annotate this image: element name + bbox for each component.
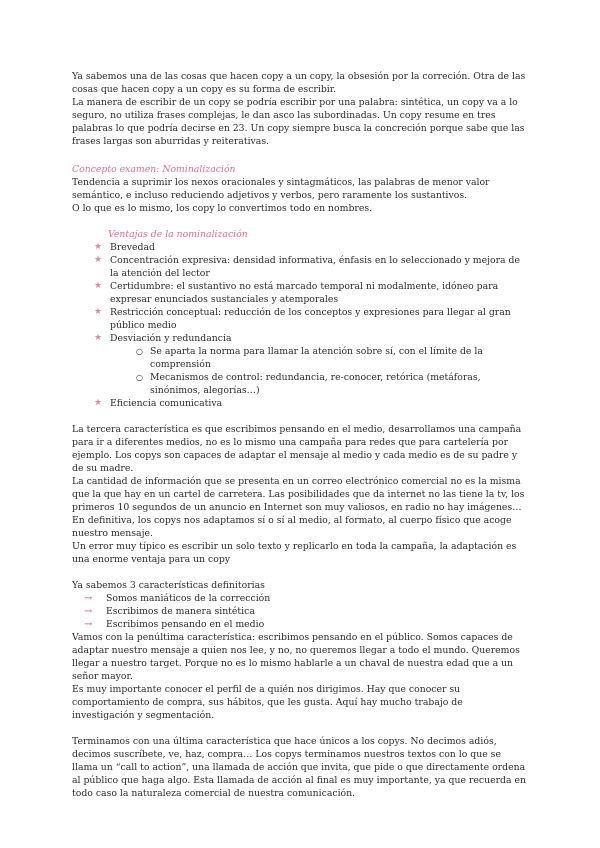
tercera-paragraph-3: En definitiva, los copys nos adaptamos sí o sí al medio, al formato, al cuerpo físico que acoge nuestro mensaje. [72, 515, 512, 539]
tercera-paragraph-4: Un error muy típico es escribir un solo texto y replicarlo en toda la campaña, la adaptación es una enorme ventaja para un copy [72, 541, 517, 565]
list-item: → Escribimos de manera sintética [84, 605, 528, 618]
list-item: → Somos maniáticos de la corrección [84, 592, 528, 605]
list-item: → Escribimos pensando en el medio [84, 618, 528, 631]
penultima-paragraph-2: Es muy importante conocer el perfil de a quién nos dirigimos. Hay que conocer su comportamiento de compra, sus hábitos, que les gusta. Aquí hay mucho trabajo de investigación y segmentación. [72, 684, 463, 721]
intro-paragraph-1: Ya sabemos una de las cosas que hacen copy a un copy, la obsesión por la correción. Otra de las cosas que hacen copy a un copy es su forma de escribir. [72, 71, 526, 95]
concepto-paragraph-2: O lo que es lo mismo, los copy lo convertimos todo en nombres. [72, 203, 373, 214]
list-item: ★ Certidumbre: el sustantivo no está marcado temporal ni modalmente, idóneo para expresar enunciados sustanciales y atemporales [94, 280, 528, 306]
tercera-paragraph-1: La tercera característica es que escribimos pensando en el medio, desarrollamos una campaña para ir a diferentes medios, no es lo mismo una campaña para redes que para cartelería por ejemplo. Los copys son capaces de adaptar el mensaje al medio y cada medio es de su padre y de su madre. [72, 424, 522, 474]
document-page [72, 70, 528, 800]
tercera-paragraph-2: La cantidad de información que se presenta en un correo electrónico comercial no es la misma que la que hay en un cartel de carretera. Las posibilidades que da internet no las tiene la tv, los primeros 10 segundos de un anuncio en Internet son muy valiosos, en radio no hay imágenes… [72, 476, 525, 513]
list-item: ★ Brevedad [94, 241, 528, 254]
concepto-paragraph-1: Tendencia a suprimir los nexos oracionales y sintagmáticos, las palabras de menor valor semántico, e incluso reduciendo adjetivos y verbos, pero raramente los sustantivos. [72, 177, 490, 201]
ventajas-list [72, 241, 528, 410]
intro-paragraph-2: La manera de escribir de un copy se podría escribir por una palabra: sintética, un copy va a lo seguro, no utiliza frases complejas, le dan asco las subordinadas. Un copy resume en tres palabras lo que podría decirse en 23. Un copy siempre busca la concreción porque sabe que las frases largas son aburridas y reiterativas. [72, 97, 525, 147]
caracteristicas-list [72, 592, 528, 631]
desviacion-sublist [110, 345, 528, 397]
penultima-paragraph-1: Vamos con la penúltima característica: escribimos pensando en el público. Somos capaces de adaptar nuestro mensaje a quien nos lee, y no, no queremos llegar a todo el mundo. Queremos llegar a nuestro target. Porque no es lo mismo hablarle a un chaval de nuestra edad que a un señor mayor. [72, 632, 520, 682]
list-item-desviacion [94, 332, 528, 397]
list-item: ★ Eficiencia comunicativa [94, 397, 528, 410]
list-item-label: Desviación y redundancia [110, 333, 232, 344]
concepto-title: Concepto examen: Nominalización [72, 164, 236, 175]
list-item: ★ Concentración expresiva: densidad informativa, énfasis en lo seleccionado y mejora de la atención del lector [94, 254, 528, 280]
sublist-item: ○ Se aparta la norma para llamar la atención sobre sí, con el límite de la comprensión [136, 345, 528, 371]
sublist-item: ○ Mecanismos de control: redundancia, re-conocer, retórica (metáforas, sinónimos, alegorías…) [136, 371, 528, 397]
ultima-paragraph: Terminamos con una última característica que hace únicos a los copys. No decimos adiós, decimos suscríbete, ve, haz, compra… Los copys terminamos nuestros textos con lo que se llama un “call to action”, una llamada de acción que invita, que pide o que directamente ordena al público que haga algo. Esta llamada de acción al final es muy importante, ya que recuerda en todo caso la naturaleza comercial de nuestra comunicación. [72, 736, 526, 799]
ventajas-title: Ventajas de la nominalización [108, 229, 248, 240]
caracteristicas-intro: Ya sabemos 3 características definitorias [72, 580, 265, 591]
list-item: ★ Restricción conceptual: reducción de los conceptos y expresiones para llegar al gran público medio [94, 306, 528, 332]
